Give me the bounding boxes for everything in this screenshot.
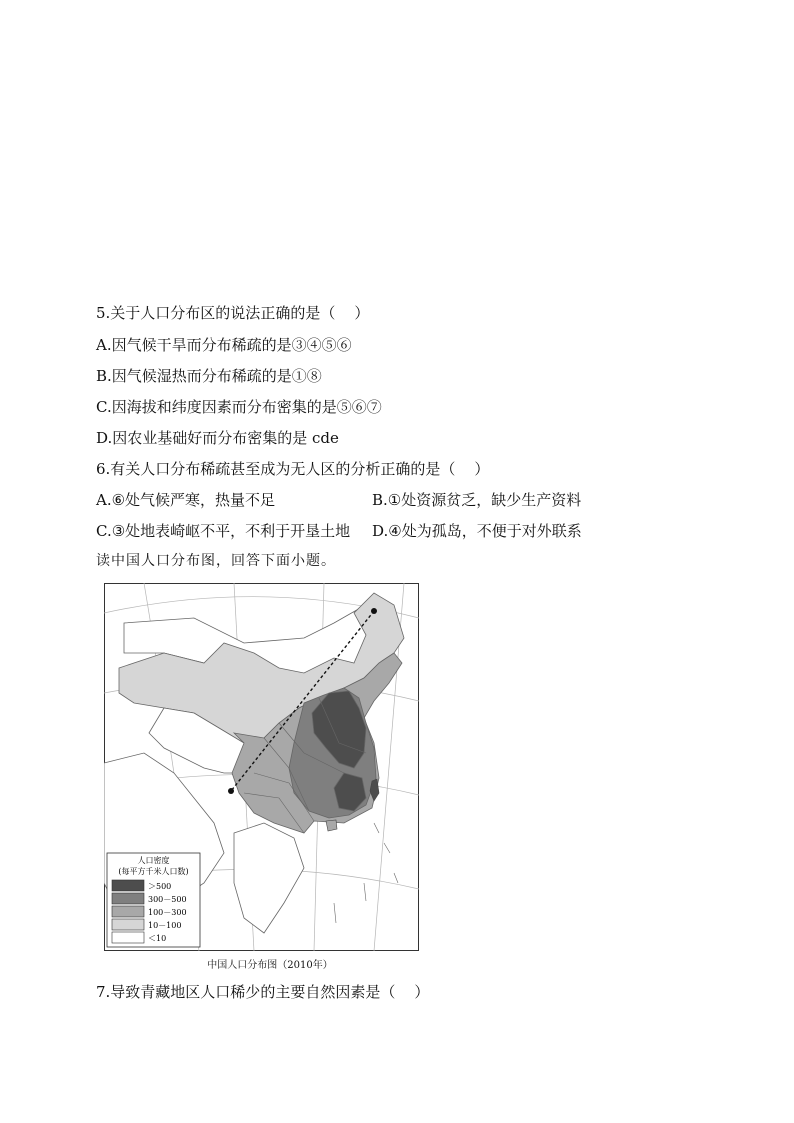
legend-swatch (112, 919, 144, 930)
q6-stem: 6.有关人口分布稀疏甚至成为无人区的分析正确的是（ ） (96, 460, 490, 478)
population-map (104, 583, 419, 951)
legend-label: 100－300 (148, 908, 187, 917)
q7-stem: 7.导致青藏地区人口稀少的主要自然因素是（ ） (96, 983, 430, 1001)
q5-option-a: A.因气候干旱而分布稀疏的是③④⑤⑥ (96, 336, 352, 354)
legend-label: ＜10 (148, 934, 167, 943)
q5-option-c: C.因海拔和纬度因素而分布密集的是⑤⑥⑦ (96, 398, 382, 416)
legend-title-2: (每平方千米人口数) (118, 867, 189, 876)
legend-label: 10－100 (148, 921, 182, 930)
legend-title-1: 人口密度 (137, 856, 170, 865)
instruction: 读中国人口分布图，回答下面小题。 (96, 553, 336, 569)
legend-swatch (112, 880, 144, 891)
legend-swatch (112, 906, 144, 917)
q6-option-d: D.④处为孤岛，不便于对外联系 (372, 522, 582, 540)
map-legend (107, 853, 200, 947)
q5-option-d: D.因农业基础好而分布密集的是 cde (96, 429, 339, 447)
legend-swatch (112, 932, 144, 943)
map-caption: 中国人口分布图（2010年） (207, 960, 333, 971)
q6-option-a: A.⑥处气候严寒，热量不足 (96, 491, 276, 509)
q6-option-c: C.③处地表崎岖不平，不利于开垦土地 (96, 522, 351, 540)
legend-label: 300－500 (148, 895, 187, 904)
legend-label: ＞500 (148, 882, 172, 891)
q5-option-b: B.因气候湿热而分布稀疏的是①⑧ (96, 367, 322, 385)
q6-option-b: B.①处资源贫乏，缺少生产资料 (372, 491, 582, 509)
q5-stem: 5.关于人口分布区的说法正确的是（ ） (96, 304, 370, 322)
legend-swatch (112, 893, 144, 904)
